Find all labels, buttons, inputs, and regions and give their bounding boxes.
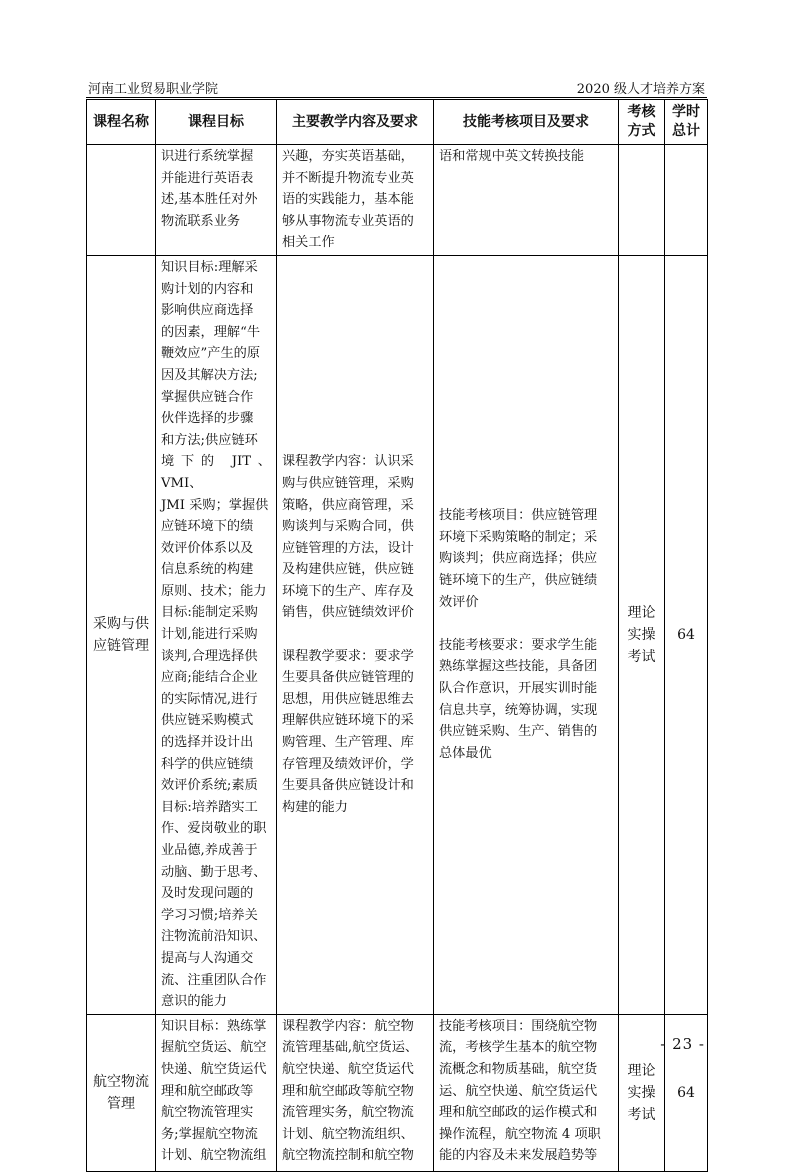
col-header-total-hours: 学时 总计	[665, 100, 708, 145]
assessment-method-cell: 理论 实操 考试	[619, 1014, 665, 1171]
col-header-teaching-content: 主要教学内容及要求	[277, 100, 434, 145]
table-row	[87, 1014, 708, 1171]
page-number: - 23 -	[660, 1035, 705, 1053]
teaching-content-cell: 课程教学内容：航空物 流管理基础,航空货运、 航空快递、航空货运代 理和航空邮政等航空物 流管理实务，航空物流 计划、航空物流组织、 航空物流控制和航空物	[277, 1014, 434, 1171]
course-name-cell	[87, 145, 156, 256]
col-header-course-name: 课程名称	[87, 100, 156, 145]
curriculum-table	[86, 99, 708, 1172]
course-goal-cell: 知识目标:理解采 购计划的内容和 影响供应商选择 的因素，理解“牛 鞭效应”产生的原 因及其解决方法; 掌握供应链合作 伙伴选择的步骤 和方法;供应链环 境下的 JIT、VMI、 JMI 采购；掌握供 应链环境下的绩 效评价体系以及 信息系统的构建 原则、技术；能力 目标:能制定采购 计划,能进行采购 谈判,合理选择供 应商;能结合企业 的实际情况,进行 供应链采购模式 的选择并设计出 科学的供应链绩 效评价系统;素质 目标:培养踏实工 作、爱岗敬业的职 业品德,养成善于 动脑、勤于思考、 及时发现问题的 学习习惯;培养关 注物流前沿知识、 提高与人沟通交 流、注重团队合作 意识的能力	[156, 255, 277, 1014]
skill-assessment-cell: 语和常规中英文转换技能	[434, 145, 619, 256]
skill-assessment-cell: 技能考核项目：供应链管理 环境下采购策略的制定；采 购谈判；供应商选择；供应 链环境下的生产，供应链绩 效评价 技能考核要求：要求学生能 熟练掌握这些技能，具备团 队合作意识，开展实训时能 信息共享，统筹协调，实现 供应链采购、生产、销售的 总体最优	[434, 255, 619, 1014]
teaching-content-cell: 兴趣，夯实英语基础， 并不断提升物流专业英 语的实践能力，基本能 够从事物流专业英语的 相关工作	[277, 145, 434, 256]
header-rule	[86, 97, 707, 98]
course-name-cell: 采购与供 应链管理	[87, 255, 156, 1014]
total-hours-cell	[665, 145, 708, 256]
teaching-content-cell: 课程教学内容：认识采 购与供应链管理，采购 策略，供应商管理，采 购谈判与采购合同，供 应链管理的方法，设计 及构建供应链，供应链 环境下的生产、库存及 销售，供应链绩效评价 课程教学要求：要求学 生要具备供应链管理的 思想，用供应链思维去 理解供应链环境下的采 购管理、生产管理、库 存管理及绩效评价，学 生要具备供应链设计和 构建的能力	[277, 255, 434, 1014]
assessment-method-cell	[619, 145, 665, 256]
col-header-skill-assessment: 技能考核项目及要求	[434, 100, 619, 145]
col-header-course-goal: 课程目标	[156, 100, 277, 145]
total-hours-cell: 64	[665, 255, 708, 1014]
course-name-cell: 航空物流 管理	[87, 1014, 156, 1171]
table-row	[87, 255, 708, 1014]
course-goal-cell: 知识目标：熟练掌 握航空货运、航空 快递、航空货运代 理和航空邮政等 航空物流管理实 务;掌握航空物流 计划、航空物流组	[156, 1014, 277, 1171]
header-school-name: 河南工业贸易职业学院	[88, 82, 219, 97]
table-row	[87, 145, 708, 256]
course-goal-cell: 识进行系统掌握 并能进行英语表 述,基本胜任对外 物流联系业务	[156, 145, 277, 256]
total-hours-cell: 64	[665, 1014, 708, 1171]
assessment-method-cell: 理论 实操 考试	[619, 255, 665, 1014]
header-plan-title: 2020 级人才培养方案	[576, 82, 705, 97]
col-header-assessment-method: 考核 方式	[619, 100, 665, 145]
skill-assessment-cell: 技能考核项目：围绕航空物 流，考核学生基本的航空物 流概念和物质基础，航空货 运、航空快递、航空货运代 理和航空邮政的运作模式和 操作流程，航空物流 4 项职 能的内容及未来发展趋势等	[434, 1014, 619, 1171]
table-header-row	[87, 100, 708, 145]
